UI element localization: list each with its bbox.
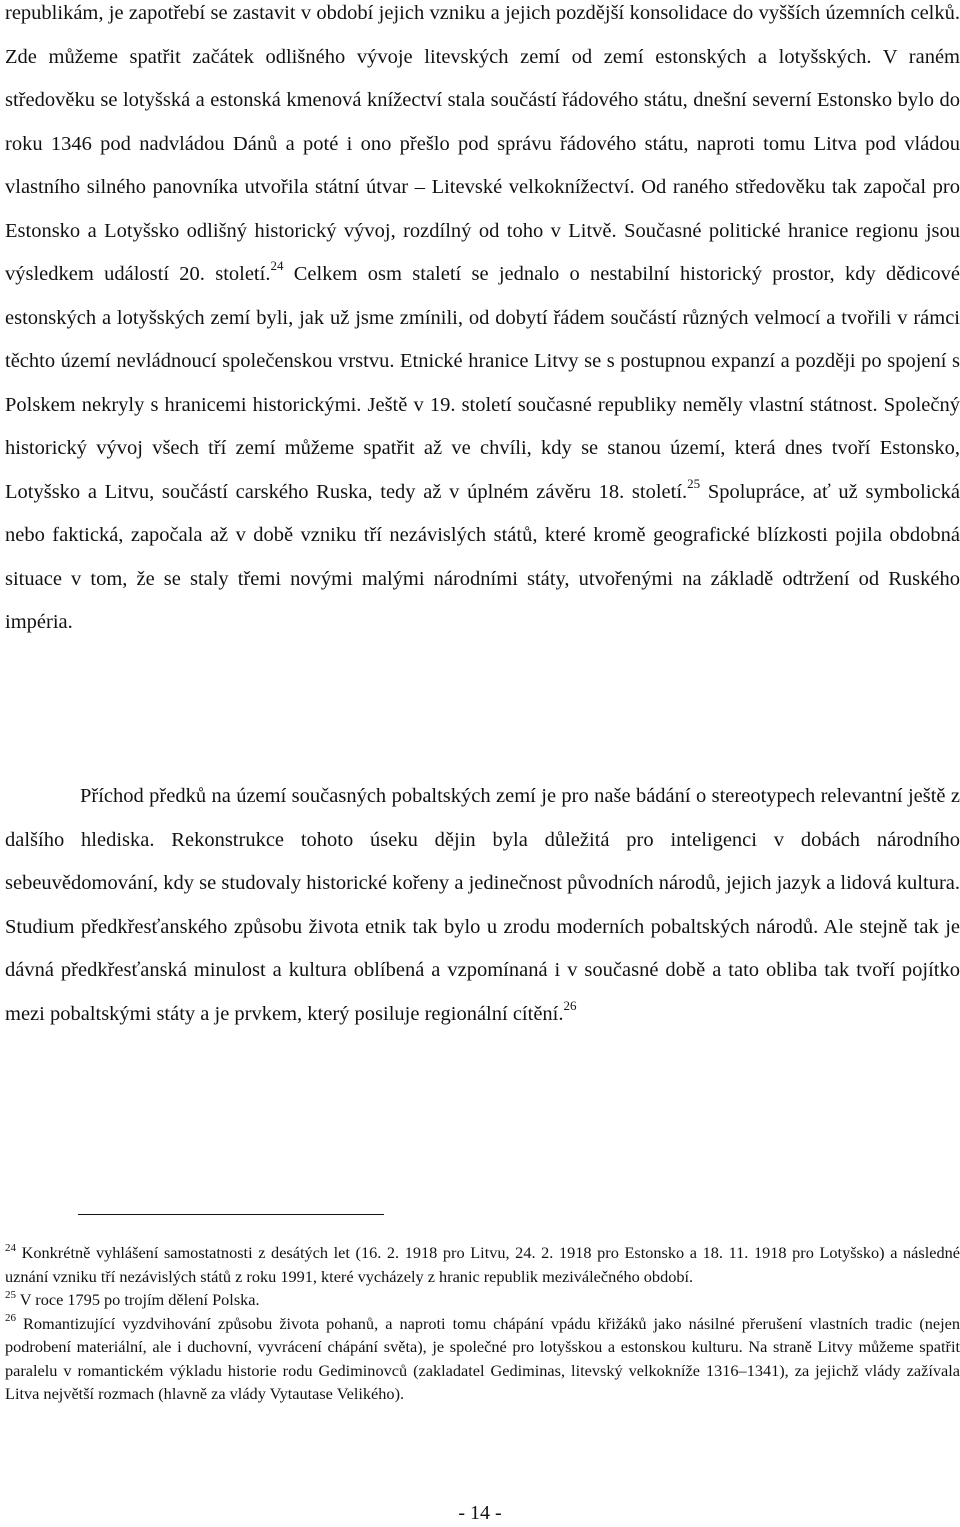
footnotes xyxy=(5,1241,960,1406)
footnote-text: Konkrétně vyhlášení samostatnosti z desátých let (16. 2. 1918 pro Litvu, 24. 2. 1918 pro Estonsko a 18. 11. 1918 pro Lotyšsko) a následné uznání vzniku tří nezávislých států z roku 1991, které vycházely z hranic republik meziválečného období. xyxy=(5,1243,960,1286)
footnote-number: 26 xyxy=(5,1312,16,1325)
body-paragraph xyxy=(5,775,960,1036)
footnote-reference[interactable]: 24 xyxy=(270,258,284,274)
paragraph-text: Celkem osm staletí se jednalo o nestabilní historický prostor, kdy dědicové estonských a lotyšských zemí byli, jak už jsme zmínili, od dobytí řádem součástí různých velmocí a tvořili v rámci těchto území nevládnoucí společenskou vrstvu. Etnické hranice Litvy se s postupnou expanzí a později po spojení s Polskem nekryly s hranicemi historickými. Ještě v 19. století současné republiky neměly vlastní státnost. Společný historický vývoj všech tří zemí můžeme spatřit až ve chvíli, kdy se stanou území, která dnes tvoří Estonsko, Lotyšsko a Litvu, součástí carského Ruska, tedy až v úplném závěru 18. století. xyxy=(5,263,960,503)
footnote-number: 24 xyxy=(5,1241,16,1254)
page-number: - 14 - xyxy=(458,1502,502,1524)
footnote-separator xyxy=(78,1214,384,1215)
footnote-reference[interactable]: 26 xyxy=(563,997,577,1013)
footnote-number: 25 xyxy=(5,1288,16,1301)
paragraph-text: republikám, je zapotřebí se zastavit v období jejich vzniku a jejich pozdější konsolidace do vyšších územních celků. Zde můžeme spatřit začátek odlišného vývoje litevských zemí od zemí estonských a lotyšských. V raném středověku se lotyšská a estonská kmenová knížectví stala součástí řádového státu, dnešní severní Estonsko bylo do roku 1346 pod nadvládou Dánů a poté i ono přešlo pod správu řádového státu, naproti tomu Litva pod vládou vlastního silného panovníka utvořila státní útvar – Litevské velkoknížectví. Od raného středověku tak započal pro Estonsko a Lotyšsko odlišný historický vývoj, rozdílný od toho v Litvě. Současné politické hranice regionu jsou výsledkem událostí 20. století. xyxy=(5,2,960,285)
footnote xyxy=(5,1288,960,1312)
body-paragraph xyxy=(5,0,960,645)
paragraph-text: Spolupráce, ať už symbolická nebo faktická, započala až v době vzniku tří nezávislých států, které kromě geografické blízkosti pojila obdobná situace v tom, že se staly třemi novými malými národními státy, utvořenými na základě odtržení od Ruského impéria. xyxy=(5,480,960,633)
paragraph-text: Příchod předků na území současných pobaltských zemí je pro naše bádání o stereotypech relevantní ještě z dalšího hlediska. Rekonstrukce tohoto úseku dějin byla důležitá pro inteligenci v dobách národního sebeuvědomování, kdy se studovaly historické kořeny a jedinečnost původních národů, jejich jazyk a lidová kultura. Studium předkřesťanského způsobu života etnik tak bylo u zrodu moderních pobaltských národů. Ale stejně tak je dávná předkřesťanská minulost a kultura oblíbená a vzpomínaná i v současné době a tato obliba tak tvoří pojítko mezi pobaltskými státy a je prvkem, který posiluje regionální cítění. xyxy=(5,785,960,1025)
footnote-text: Romantizující vyzdvihování způsobu života pohanů, a naproti tomu chápání vpádu křižáků jako násilné přerušení vlastních tradic (nejen podrobení materiální, ale i duchovní, vyvrácení chápání světa), je společné pro lotyšskou a estonskou kulturu. Na straně Litvy můžeme spatřit paralelu v romantickém výkladu historie rodu Gediminovců (zakladatel Gediminas, litevský velkokníže 1316–1341), za jejichž vlády zažívala Litva největší rozmach (hlavně za vlády Vytautase Velikého). xyxy=(5,1313,960,1403)
footnote-reference[interactable]: 25 xyxy=(687,475,701,491)
footnote xyxy=(5,1312,960,1406)
footnote-text: V roce 1795 po trojím dělení Polska. xyxy=(16,1290,260,1309)
footnote xyxy=(5,1241,960,1288)
